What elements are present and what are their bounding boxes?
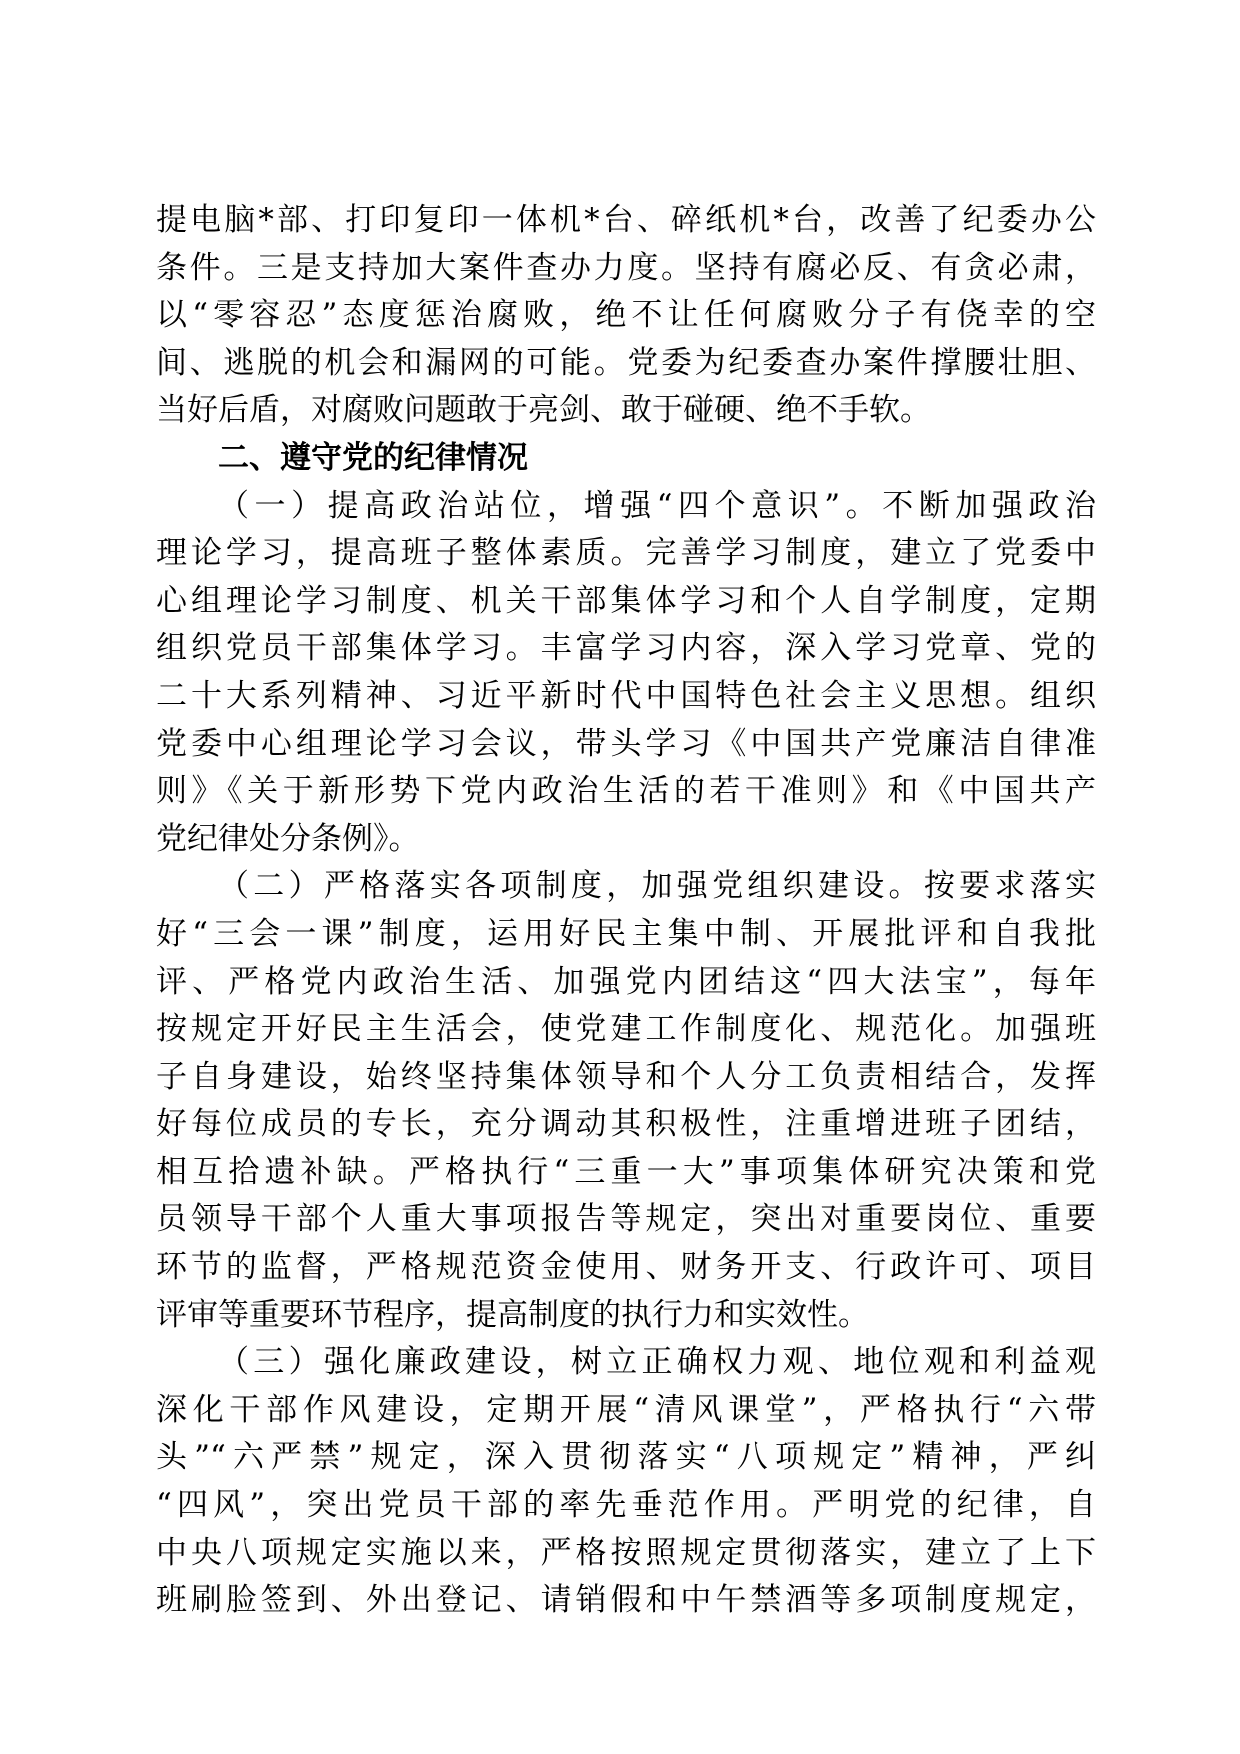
body-line: 相互拾遗补缺。严格执行“三重一大”事项集体研究决策和党 <box>156 1153 1096 1190</box>
body-line: 头”“六严禁”规定，深入贯彻落实“八项规定”精神，严纠 <box>156 1439 1096 1476</box>
body-line: 以“零容忍”态度惩治腐败，绝不让任何腐败分子有侥幸的空 <box>156 297 1096 334</box>
body-line: “四风”，突出党员干部的率先垂范作用。严明党的纪律，自 <box>156 1487 1096 1524</box>
body-line: 深化干部作风建设，定期开展“清风课堂”，严格执行“六带 <box>156 1391 1096 1428</box>
body-line: 员领导干部个人重大事项报告等规定，突出对重要岗位、重要 <box>156 1201 1096 1238</box>
body-line: 好每位成员的专长，充分调动其积极性，注重增进班子团结， <box>156 1106 1096 1143</box>
body-line: 间、逃脱的机会和漏网的可能。党委为纪委查办案件撑腰壮胆、 <box>156 344 1096 381</box>
body-line: 中央八项规定实施以来，严格按照规定贯彻落实，建立了上下 <box>156 1534 1096 1571</box>
body-line: 党委中心组理论学习会议，带头学习《中国共产党廉洁自律准 <box>156 725 1096 762</box>
body-line: 二十大系列精神、习近平新时代中国特色社会主义思想。组织 <box>156 677 1096 714</box>
subsection-heading-line: （二）严格落实各项制度，加强党组织建设。按要求落实 <box>218 868 1096 905</box>
body-line: 理论学习，提高班子整体素质。完善学习制度，建立了党委中 <box>156 535 1096 572</box>
body-line: 按规定开好民主生活会，使党建工作制度化、规范化。加强班 <box>156 1011 1096 1048</box>
body-line: 党纪律处分条例》。 <box>156 820 420 857</box>
document-body <box>156 197 1096 1625</box>
body-line: 环节的监督，严格规范资金使用、财务开支、行政许可、项目 <box>156 1249 1096 1286</box>
body-line: 提电脑*部、打印复印一体机*台、碎纸机*台，改善了纪委办公 <box>156 202 1096 238</box>
subsection-heading-line: （一）提高政治站位，增强“四个意识”。不断加强政治 <box>218 487 1096 524</box>
body-line: 当好后盾，对腐败问题敢于亮剑、敢于碰硬、绝不手软。 <box>156 392 931 429</box>
body-line: 评审等重要环节程序，提高制度的执行力和实效性。 <box>156 1296 869 1333</box>
body-line: 好“三会一课”制度，运用好民主集中制、开展批评和自我批 <box>156 915 1096 952</box>
body-line: 班刷脸签到、外出登记、请销假和中午禁酒等多项制度规定， <box>156 1582 1096 1619</box>
body-line: 心组理论学习制度、机关干部集体学习和个人自学制度，定期 <box>156 582 1096 619</box>
subsection-heading-line: （三）强化廉政建设，树立正确权力观、地位观和利益观 <box>218 1344 1096 1381</box>
body-line: 子自身建设，始终坚持集体领导和个人分工负责相结合，发挥 <box>156 1058 1096 1095</box>
body-line: 评、严格党内政治生活、加强党内团结这“四大法宝”，每年 <box>156 963 1096 1000</box>
body-line: 条件。三是支持加大案件查办力度。坚持有腐必反、有贪必肃， <box>156 249 1096 286</box>
body-line: 则》《关于新形势下党内政治生活的若干准则》和《中国共产 <box>156 773 1096 810</box>
body-line: 组织党员干部集体学习。丰富学习内容，深入学习党章、党的 <box>156 630 1096 667</box>
section-heading: 二、遵守党的纪律情况 <box>218 439 528 476</box>
